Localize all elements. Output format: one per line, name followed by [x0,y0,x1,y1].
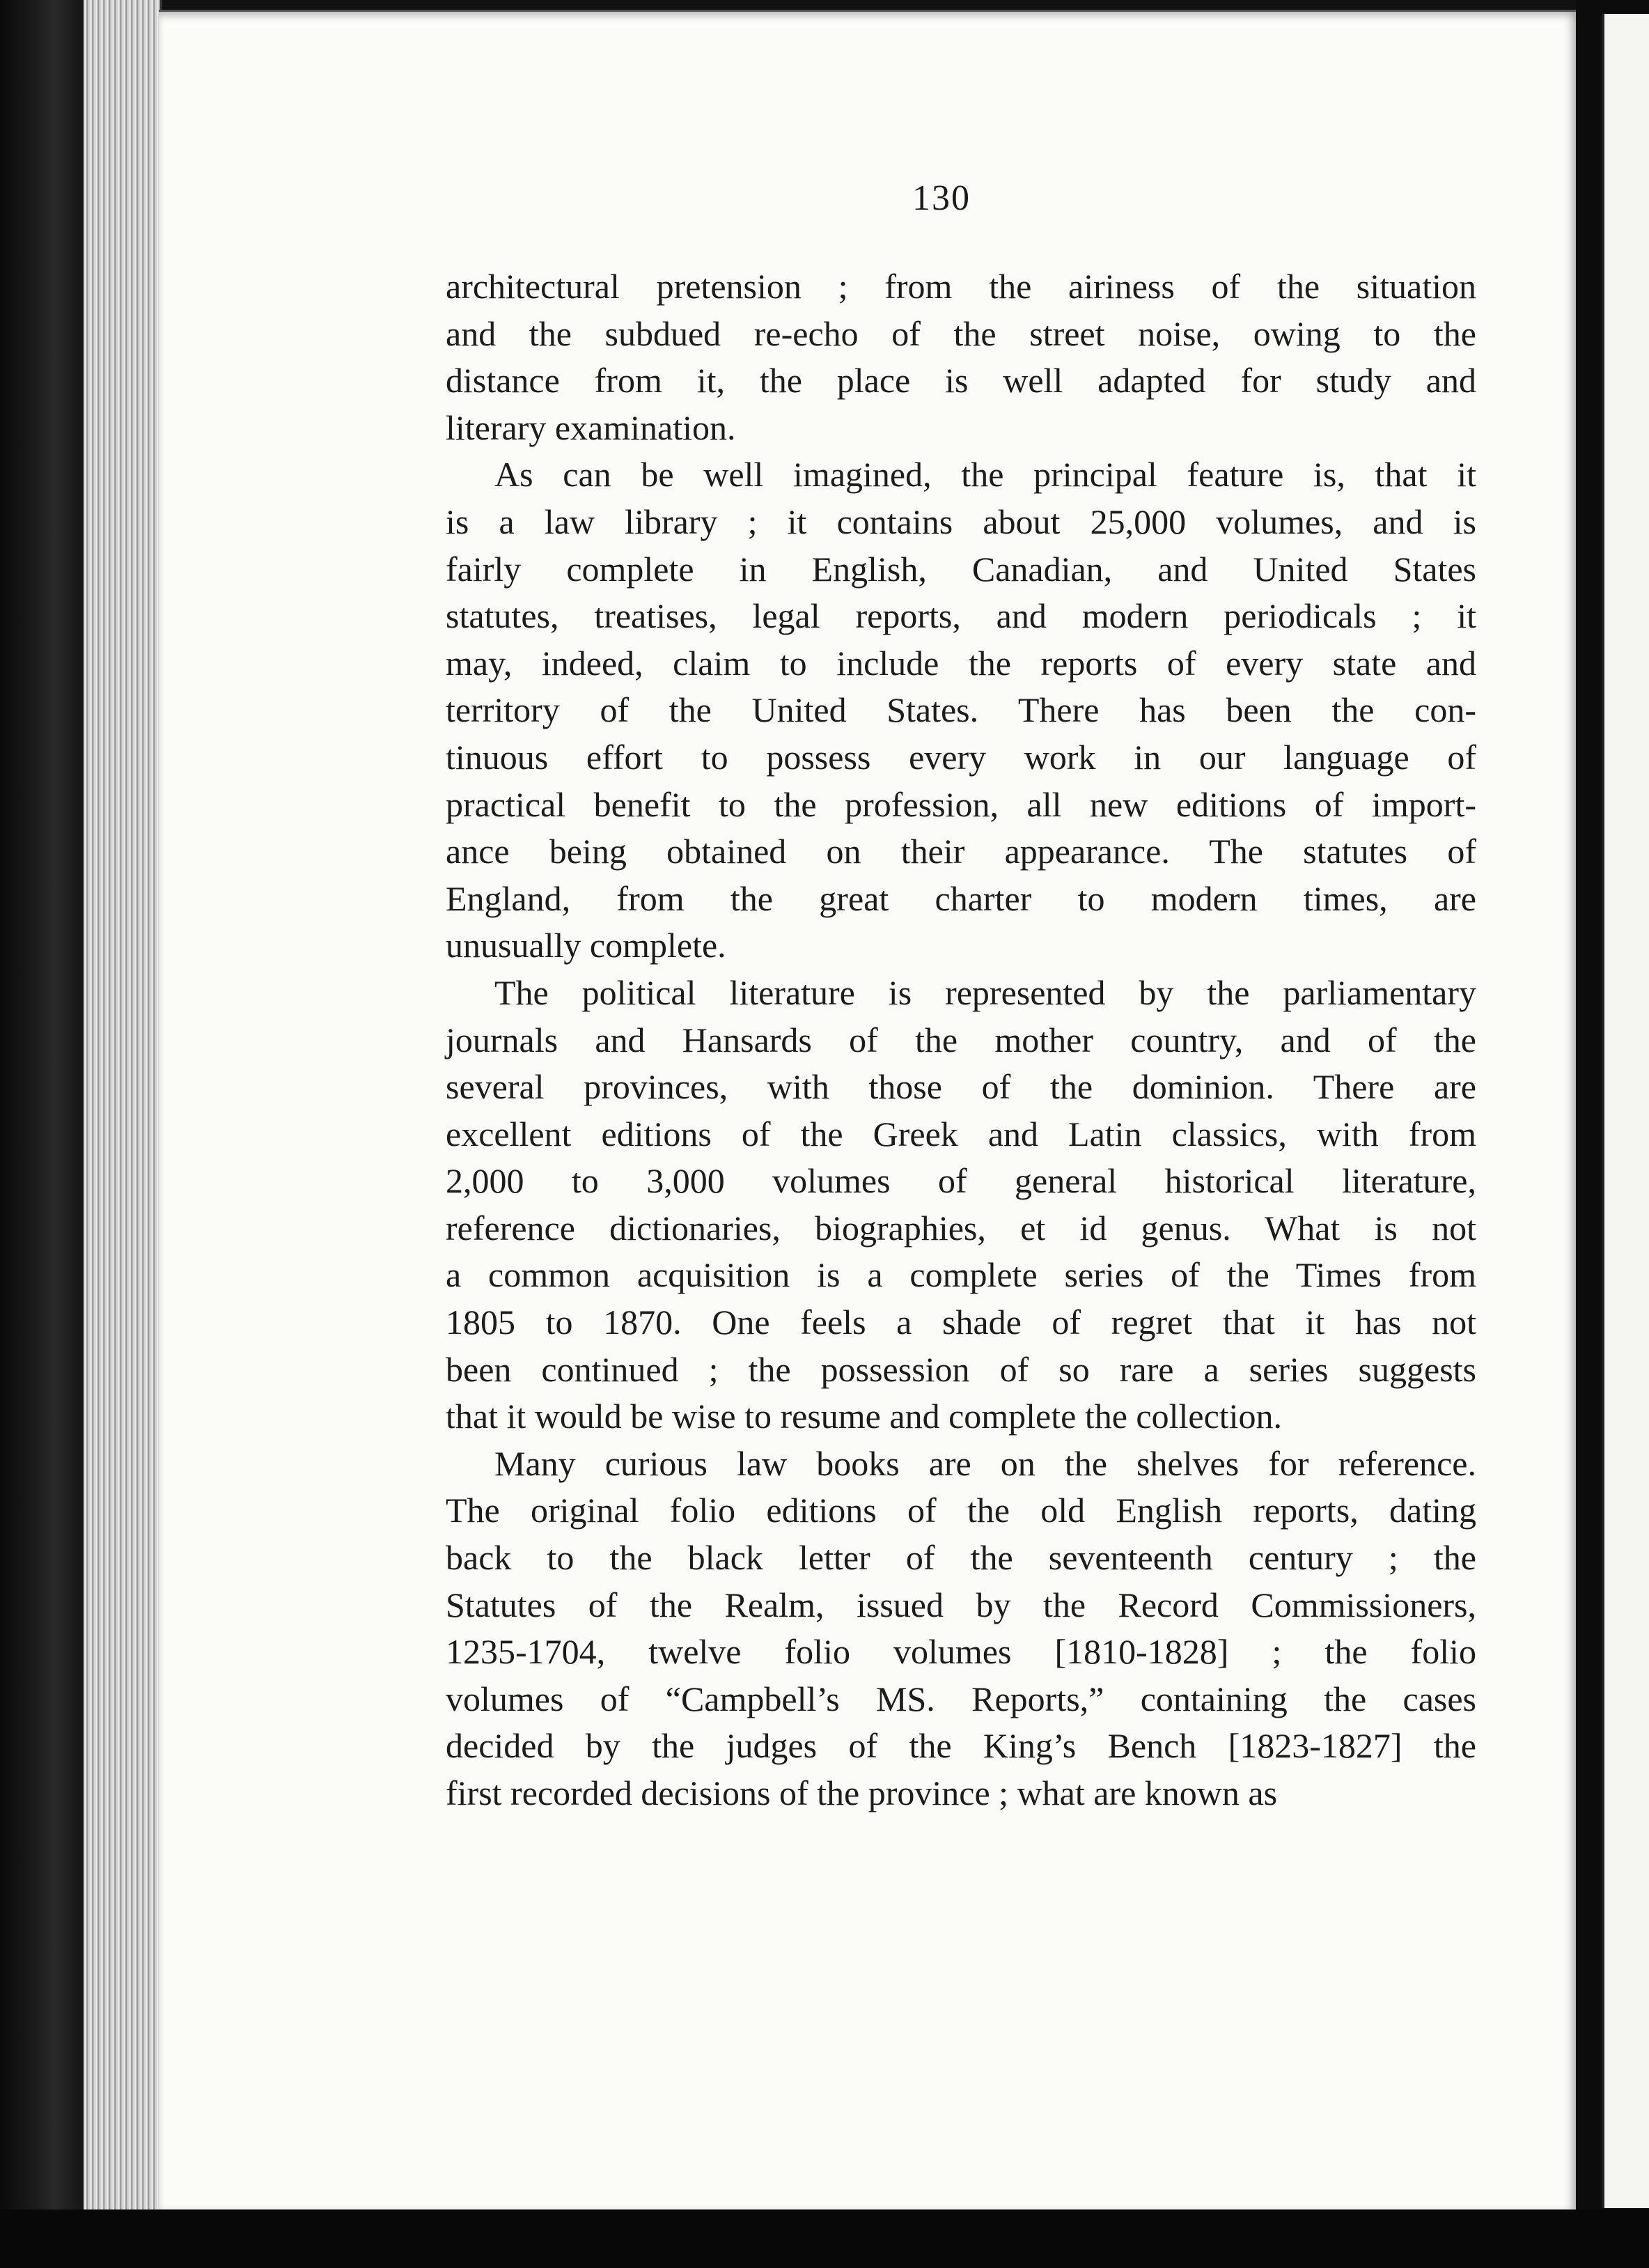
text-line: decided by the judges of the King’s Bench [1823-1827] the [446,1726,1476,1766]
text-line: As can be well imagined, the principal feature is, that it [494,455,1476,495]
page-edges [84,0,162,2268]
text-line: a common acquisition is a complete series of the Times from [446,1255,1476,1295]
text-line: journals and Hansards of the mother country, and of the [446,1020,1476,1059]
scan-border-bottom [0,2209,1649,2268]
facing-page-edge [1602,14,1649,2208]
text-line: distance from it, the place is well adapted for study and [446,361,1476,401]
text-line: fairly complete in English, Canadian, and United States [446,549,1476,589]
text-line: England, from the great charter to modern times, are [446,878,1476,918]
text-line: excellent editions of the Greek and Latin classics, with from [446,1114,1476,1154]
text-line: and the subdued re-echo of the street noise, owing to the [446,313,1476,353]
text-line: may, indeed, claim to include the reports of every state and [446,643,1476,683]
page-text [446,263,1476,1817]
book-spine [0,0,91,2268]
text-line: practical benefit to the profession, all new editions of import- [446,784,1476,824]
text-line: volumes of “Campbell’s MS. Reports,” containing the cases [446,1679,1476,1718]
text-line: been continued ; the possession of so rare a series suggests [446,1349,1476,1389]
text-line: several provinces, with those of the dominion. There are [446,1067,1476,1107]
text-line: reference dictionaries, biographies, et id genus. What is not [446,1208,1476,1248]
text-line: 2,000 to 3,000 volumes of general historical literature, [446,1161,1476,1201]
text-line: that it would be wise to resume and complete the collection. [446,1397,1283,1436]
text-line: tinuous effort to possess every work in our language of [446,737,1476,777]
text-line: The original folio editions of the old English reports, dating [446,1491,1476,1530]
text-line: first recorded decisions of the province ; what are known as [446,1773,1278,1812]
text-line: The political literature is represented by the parliamentary [494,972,1476,1012]
text-line: unusually complete. [446,926,726,965]
page-number: 130 [912,178,971,218]
text-line: back to the black letter of the seventeenth century ; the [446,1538,1476,1578]
text-line: 1235-1704, twelve folio volumes [1810-1828] ; the folio [446,1632,1476,1672]
text-line: architectural pretension ; from the airiness of the situation [446,267,1476,306]
text-line: ance being obtained on their appearance. The statutes of [446,832,1476,871]
paragraph [446,263,1476,451]
text-line: literary examination. [446,407,736,447]
text-line: 1805 to 1870. One feels a shade of regret that it has not [446,1303,1476,1342]
text-line: statutes, treatises, legal reports, and modern periodicals ; it [446,596,1476,636]
paragraph [446,970,1476,1440]
text-line: Many curious law books are on the shelves for reference. [494,1443,1476,1483]
paragraph [446,1440,1476,1817]
text-line: territory of the United States. There has been the con- [446,690,1476,730]
paragraph [446,451,1476,970]
text-line: Statutes of the Realm, issued by the Record Commissioners, [446,1585,1476,1624]
text-line: is a law library ; it contains about 25,000 volumes, and is [446,502,1476,541]
